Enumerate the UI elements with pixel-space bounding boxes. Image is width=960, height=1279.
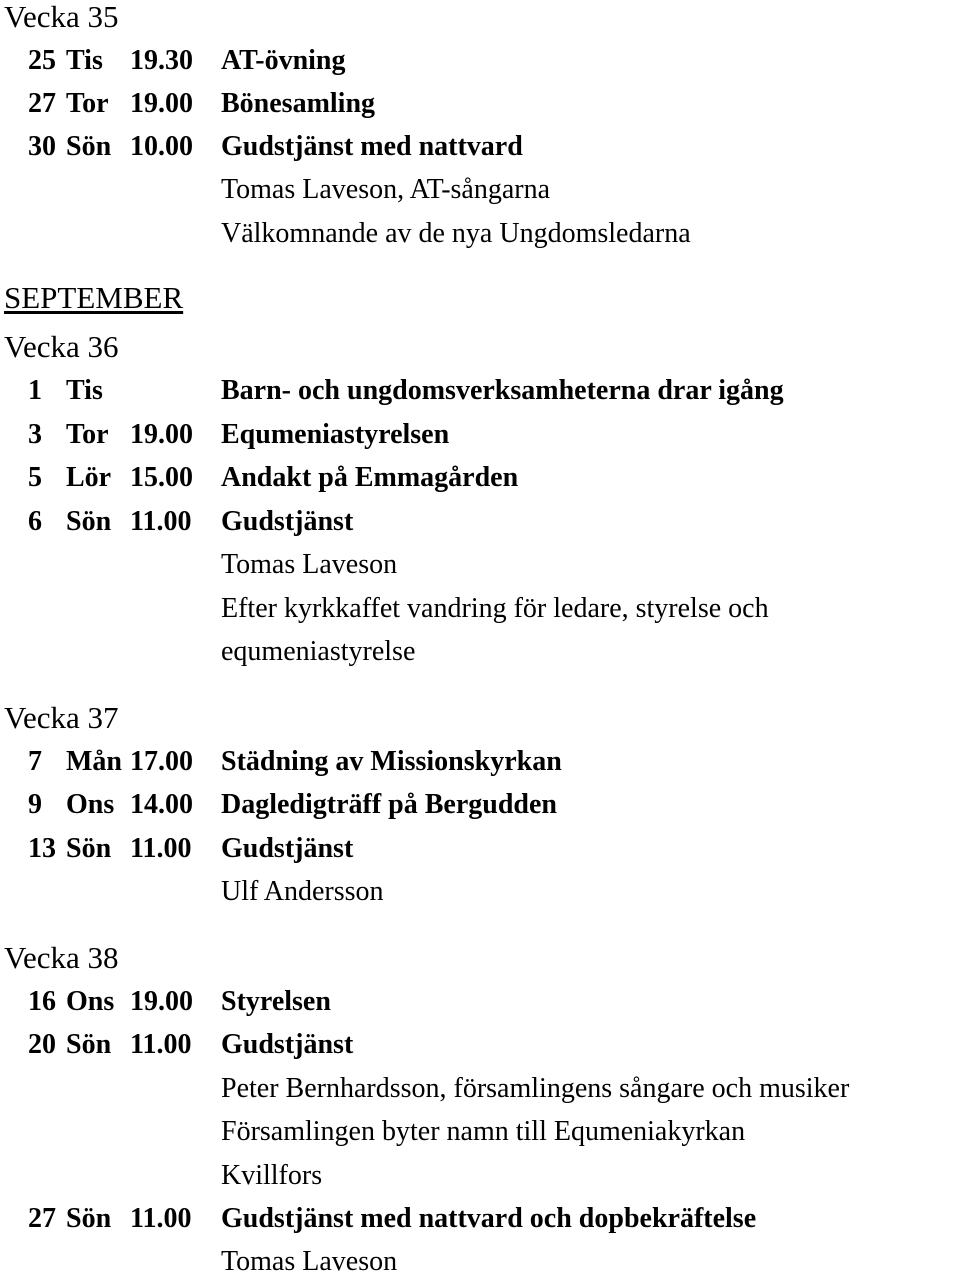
event-time: 17.00 [130,746,193,777]
event-time: 19.00 [130,88,193,119]
event-note: Tomas Laveson [221,1246,398,1277]
week-heading: Vecka 36 [4,329,119,364]
event-title: Dagledigträff på Bergudden [221,789,557,820]
event-row [0,1202,960,1236]
event-time: 19.30 [130,45,193,76]
event-date: 3 [28,419,42,450]
event-time: 15.00 [130,462,193,493]
event-note: Kvillfors [221,1160,323,1191]
event-day: Tis [66,375,103,406]
event-day: Tis [66,45,103,76]
event-date: 30 [28,131,56,162]
event-date: 27 [28,88,56,119]
event-title: Equmeniastyrelsen [221,419,450,450]
event-row [0,87,960,121]
event-time: 11.00 [130,833,192,864]
event-note: Församlingen byter namn till Equmeniakyrkan [221,1116,746,1147]
event-day: Sön [66,131,112,162]
event-row [0,130,960,164]
event-note: Tomas Laveson, AT-sångarna [221,174,551,205]
event-day: Lör [66,462,112,493]
event-title: Barn- och ungdomsverksamheterna drar igång [221,375,784,406]
event-time: 11.00 [130,1029,192,1060]
event-row [0,985,960,1019]
event-row [0,418,960,452]
event-row [0,44,960,78]
week-heading: Vecka 35 [4,0,119,34]
event-note: equmeniastyrelse [221,636,416,667]
event-title: Gudstjänst [221,506,354,537]
event-day: Ons [66,789,115,820]
week-heading: Vecka 38 [4,940,119,975]
week-heading: Vecka 37 [4,700,119,735]
event-day: Sön [66,833,112,864]
event-row [0,505,960,539]
event-time: 19.00 [130,986,193,1017]
event-title: Gudstjänst med nattvard och dopbekräftelse [221,1203,757,1234]
event-day: Tor [66,419,109,450]
event-note: Peter Bernhardsson, församlingens sångare och musiker [221,1073,850,1104]
event-time: 11.00 [130,506,192,537]
event-time: 14.00 [130,789,193,820]
event-date: 6 [28,506,42,537]
event-time: 11.00 [130,1203,192,1234]
event-day: Tor [66,88,109,119]
event-time: 19.00 [130,419,193,450]
event-row [0,1028,960,1062]
event-title: AT-övning [221,45,346,76]
event-day: Ons [66,986,115,1017]
event-title: Styrelsen [221,986,331,1017]
event-row [0,461,960,495]
event-day: Mån [66,746,122,777]
event-title: Gudstjänst [221,1029,354,1060]
event-title: Gudstjänst [221,833,354,864]
event-title: Städning av Missionskyrkan [221,746,562,777]
event-title: Gudstjänst med nattvard [221,131,523,162]
event-date: 7 [28,746,42,777]
event-note: Tomas Laveson [221,549,398,580]
event-note: Efter kyrkkaffet vandring för ledare, styrelse och [221,593,769,624]
event-date: 9 [28,789,42,820]
event-title: Bönesamling [221,88,376,119]
event-date: 20 [28,1029,56,1060]
month-heading: SEPTEMBER [4,280,184,315]
event-row [0,788,960,822]
event-row [0,374,960,408]
event-day: Sön [66,1203,112,1234]
event-date: 25 [28,45,56,76]
event-time: 10.00 [130,131,193,162]
event-row [0,745,960,779]
event-title: Andakt på Emmagården [221,462,519,493]
event-note: Ulf Andersson [221,876,384,907]
event-date: 16 [28,986,56,1017]
event-date: 5 [28,462,42,493]
event-date: 27 [28,1203,56,1234]
event-date: 1 [28,375,42,406]
event-note: Välkomnande av de nya Ungdomsledarna [221,218,691,249]
event-date: 13 [28,833,56,864]
event-day: Sön [66,1029,112,1060]
event-row [0,832,960,866]
event-day: Sön [66,506,112,537]
